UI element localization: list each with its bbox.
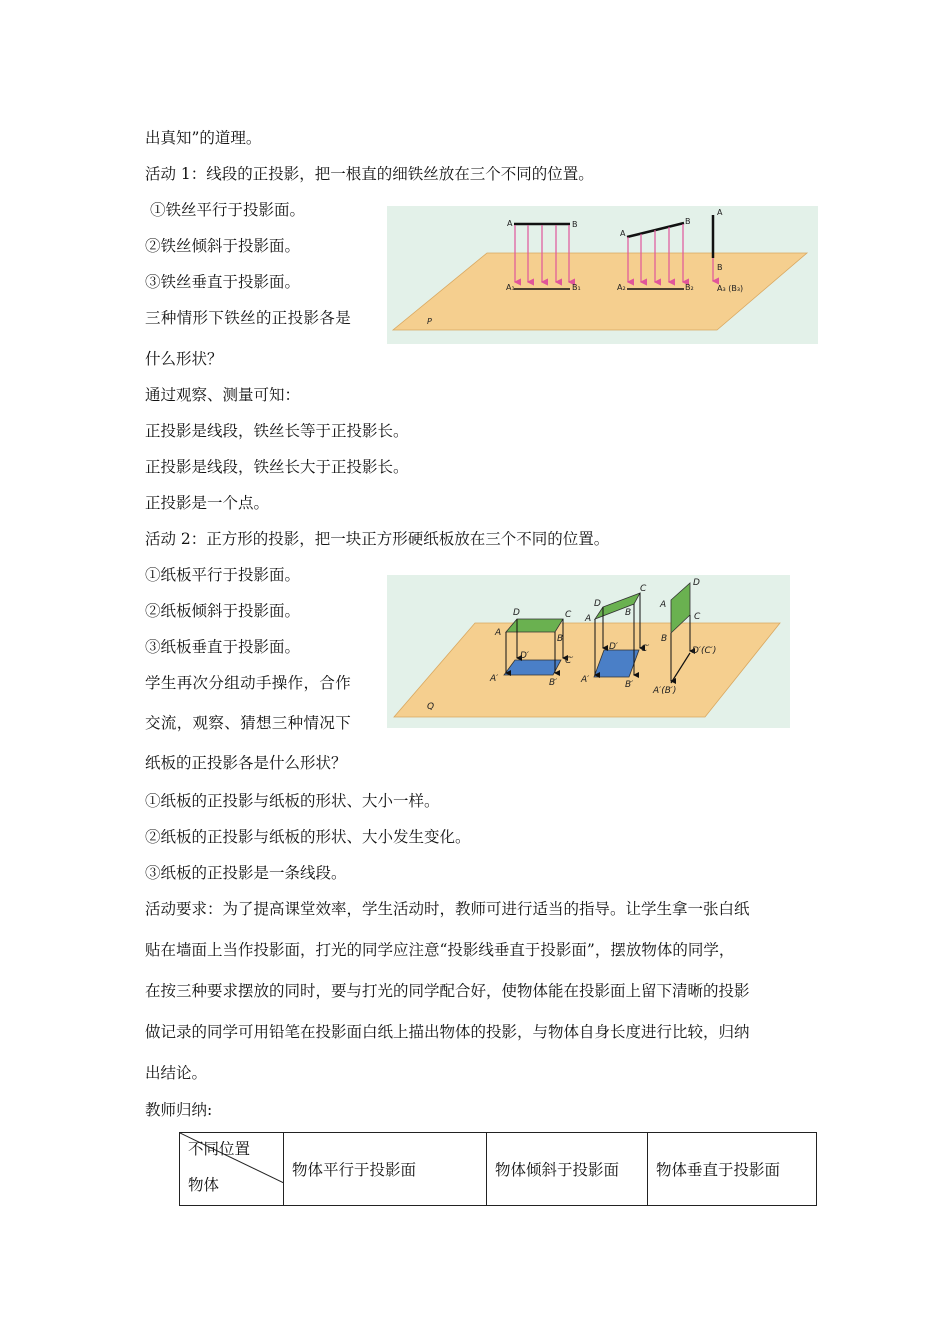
paragraph: 纸板的正投影各是什么形状？ <box>145 754 347 772</box>
svg-text:A: A <box>585 614 592 624</box>
svg-text:A₂: A₂ <box>617 283 626 292</box>
projection-plane-p <box>393 253 807 330</box>
list-item: ②铁丝倾斜于投影面。 <box>145 237 301 255</box>
svg-text:A: A <box>660 600 667 610</box>
paragraph: 出结论。 <box>145 1064 208 1082</box>
svg-text:D′: D′ <box>609 642 618 652</box>
list-item: ①纸板平行于投影面。 <box>145 566 301 584</box>
paragraph: 三种情形下铁丝的正投影各是 <box>145 309 352 327</box>
svg-text:A₁: A₁ <box>506 283 515 292</box>
svg-text:P: P <box>427 317 432 326</box>
paragraph: 正投影是线段，铁丝长大于正投影长。 <box>145 458 409 476</box>
svg-text:A: A <box>717 208 723 217</box>
header-object-label: 物体 <box>188 1176 220 1194</box>
svg-text:B′: B′ <box>625 680 634 690</box>
header-tilted: 物体倾斜于投影面 <box>487 1133 648 1206</box>
list-item: ②纸板的正投影与纸板的形状、大小发生变化。 <box>145 828 471 846</box>
paragraph: 做记录的同学可用铅笔在投影面白纸上描出物体的投影，与物体自身长度进行比较，归纳 <box>145 1023 750 1041</box>
svg-text:B: B <box>685 217 691 226</box>
paragraph: 在按三种要求摆放的同时，要与打光的同学配合好，使物体能在投影面上留下清晰的投影 <box>145 982 750 1000</box>
svg-text:B: B <box>661 634 668 644</box>
svg-text:A: A <box>620 229 626 238</box>
paragraph: 正投影是线段，铁丝长等于正投影长。 <box>145 422 409 440</box>
svg-text:C′: C′ <box>641 644 650 654</box>
list-item: ③铁丝垂直于投影面。 <box>145 273 301 291</box>
svg-text:D: D <box>693 578 700 588</box>
diagonal-header-cell <box>180 1133 284 1206</box>
list-item: ①铁丝平行于投影面。 <box>150 201 306 219</box>
paragraph: 教师归纳: <box>145 1101 213 1119</box>
svg-text:Q: Q <box>427 702 435 712</box>
activity-2-heading: 活动 2：正方形的投影，把一块正方形硬纸板放在三个不同的位置。 <box>145 530 610 548</box>
svg-text:B: B <box>557 634 564 644</box>
svg-text:D′(C′): D′(C′) <box>692 646 717 656</box>
activity-1-heading: 活动 1：线段的正投影，把一根直的细铁丝放在三个不同的位置。 <box>145 165 594 183</box>
svg-text:C′: C′ <box>565 656 574 666</box>
board-parallel <box>506 619 563 632</box>
svg-text:A: A <box>495 628 502 638</box>
svg-text:B₂: B₂ <box>685 283 694 292</box>
svg-text:B: B <box>717 263 723 272</box>
svg-text:A′: A′ <box>490 674 499 684</box>
svg-text:A′: A′ <box>581 675 590 685</box>
wire-projection-figure <box>387 206 818 344</box>
header-vertical: 物体垂直于投影面 <box>648 1133 817 1206</box>
paragraph: 通过观察、测量可知： <box>145 386 301 404</box>
list-item: ②纸板倾斜于投影面。 <box>145 602 301 620</box>
table-row <box>180 1133 817 1206</box>
svg-text:A₃ (B₃): A₃ (B₃) <box>717 284 744 293</box>
svg-text:B: B <box>625 608 632 618</box>
projection-plane-q <box>394 623 780 717</box>
paragraph: 出真知”的道理。 <box>145 129 262 147</box>
svg-text:D: D <box>594 599 601 609</box>
header-position-label: 不同位置 <box>188 1140 251 1158</box>
svg-text:A: A <box>507 219 513 228</box>
svg-text:A′(B′): A′(B′) <box>653 686 677 696</box>
paragraph: 学生再次分组动手操作，合作 <box>145 674 352 692</box>
header-parallel: 物体平行于投影面 <box>284 1133 487 1206</box>
list-item: ③纸板的正投影是一条线段。 <box>145 864 347 882</box>
svg-text:C: C <box>565 610 572 620</box>
svg-text:C: C <box>694 612 701 622</box>
paragraph: 贴在墙面上当作投影面，打光的同学应注意“投影线垂直于投影面”，摆放物体的同学， <box>145 941 735 959</box>
svg-text:D: D <box>513 608 520 618</box>
board-tilted <box>595 593 640 619</box>
svg-text:B′: B′ <box>549 678 558 688</box>
summary-table <box>179 1132 817 1206</box>
square-projection-figure <box>387 575 790 728</box>
paragraph: 正投影是一个点。 <box>145 494 270 512</box>
svg-text:C: C <box>640 584 647 594</box>
svg-text:B₁: B₁ <box>572 283 581 292</box>
paragraph: 活动要求：为了提高课堂效率，学生活动时，教师可进行适当的指导。让学生拿一张白纸 <box>145 900 750 918</box>
svg-text:B: B <box>572 220 578 229</box>
paragraph: 交流，观察、猜想三种情况下 <box>145 714 352 732</box>
list-item: ①纸板的正投影与纸板的形状、大小一样。 <box>145 792 440 810</box>
svg-text:D′: D′ <box>520 651 529 661</box>
list-item: ③纸板垂直于投影面。 <box>145 638 301 656</box>
paragraph: 什么形状？ <box>145 350 223 368</box>
